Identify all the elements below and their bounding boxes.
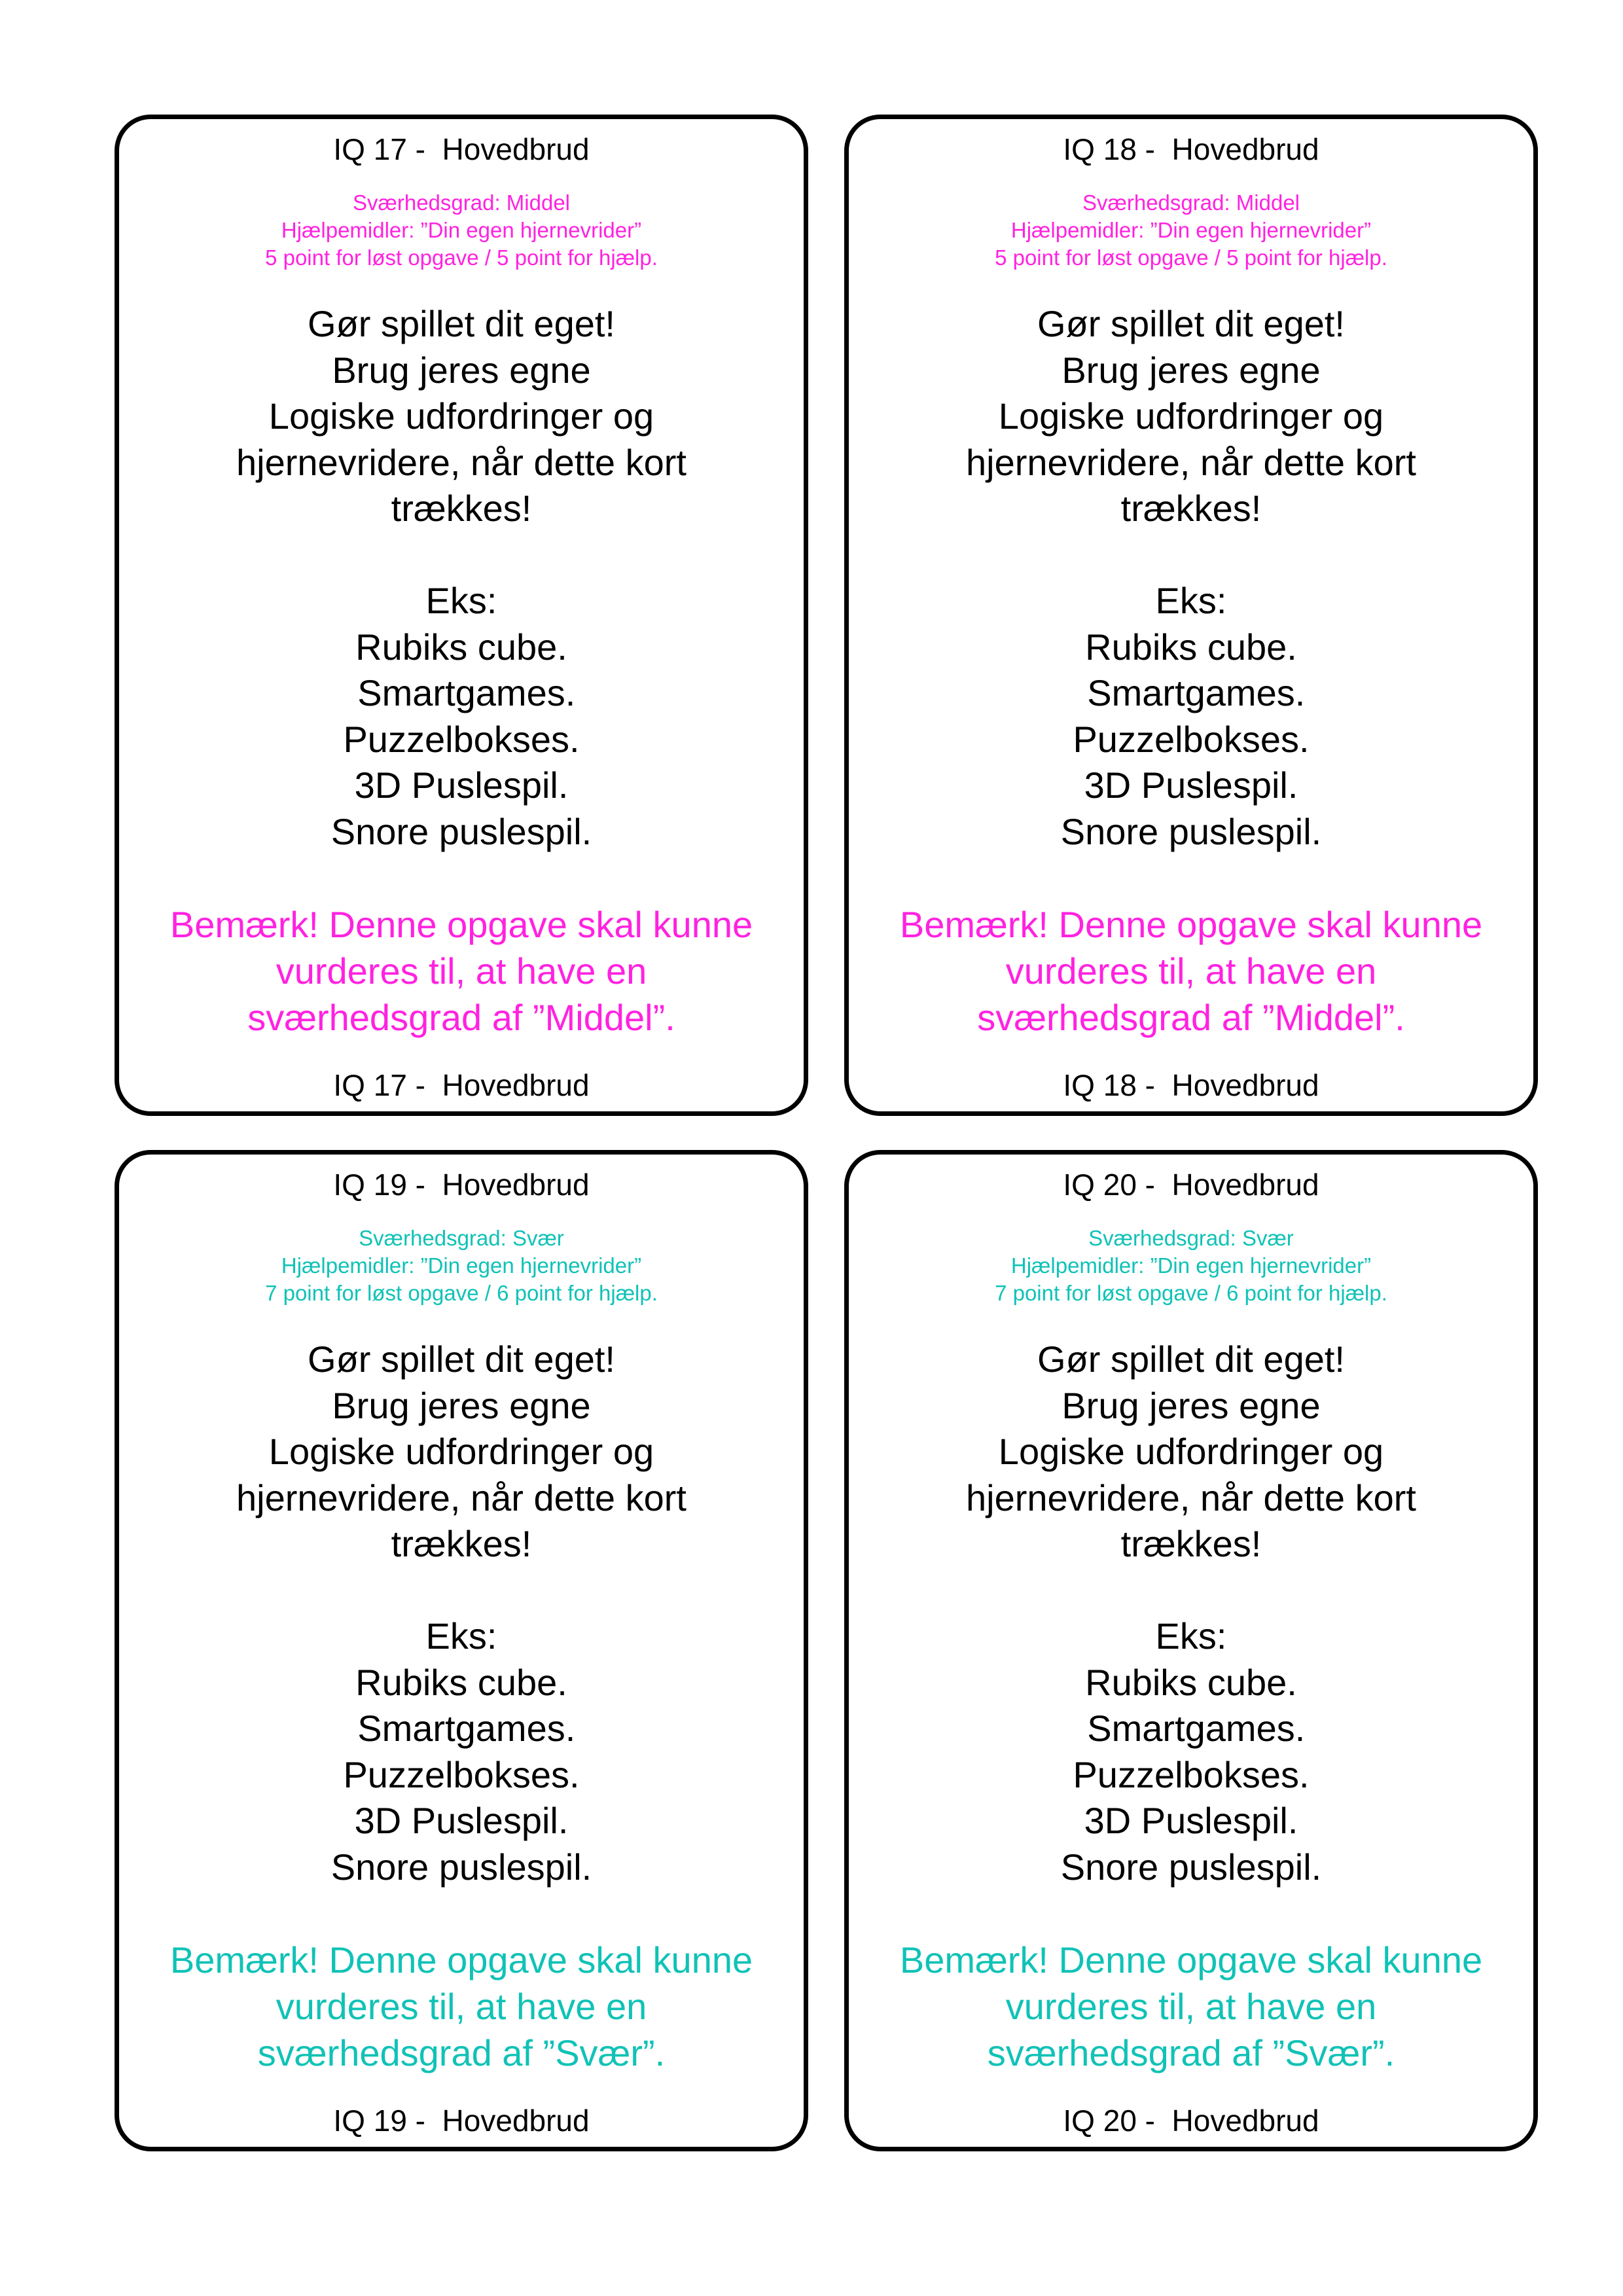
card-meta: [119, 1225, 804, 1307]
card-iq-18: [844, 115, 1538, 1116]
body-line: Snore puslespil.: [330, 810, 592, 852]
body-line: Puzzelbokses.: [343, 1753, 580, 1795]
body-line: Gør spillet dit eget!: [308, 1338, 615, 1380]
note-line: Bemærk! Denne opgave skal kunne: [169, 1939, 753, 1981]
body-line: hjernevridere, når dette kort: [966, 441, 1416, 483]
body-line: Eks:: [1155, 1615, 1227, 1657]
points-text: 5 point for løst opgave / 5 point for hjælp.: [995, 245, 1387, 270]
body-line: Logiske udfordringer og: [998, 1431, 1384, 1472]
body-line: Rubiks cube.: [355, 626, 567, 668]
body-line: [849, 532, 1533, 579]
body-line: [119, 532, 804, 579]
body-line: hjernevridere, når dette kort: [966, 1477, 1416, 1518]
points-text: 7 point for løst opgave / 6 point for hjælp.: [265, 1281, 658, 1305]
card-title: IQ 20 - Hovedbrud: [1063, 1168, 1319, 1202]
aids-text: Hjælpemidler: ”Din egen hjernevrider”: [281, 1253, 642, 1278]
aids-text: Hjælpemidler: ”Din egen hjernevrider”: [1010, 218, 1372, 242]
body-line: trækkes!: [391, 1523, 532, 1564]
body-line: Logiske udfordringer og: [268, 1431, 654, 1472]
note-line: vurderes til, at have en: [1005, 1986, 1377, 2027]
note-line: sværhedsgrad af ”Middel”.: [977, 997, 1405, 1038]
body-line: trækkes!: [1120, 488, 1262, 529]
body-line: 3D Puslespil.: [1084, 1800, 1298, 1841]
note-line: sværhedsgrad af ”Middel”.: [247, 997, 675, 1038]
body-line: Logiske udfordringer og: [268, 395, 654, 437]
card-note: [119, 1937, 804, 2076]
card-meta: [849, 1225, 1533, 1307]
body-line: Puzzelbokses.: [343, 718, 580, 760]
aids-text: Hjælpemidler: ”Din egen hjernevrider”: [281, 218, 642, 242]
card-meta: [119, 189, 804, 272]
body-line: Puzzelbokses.: [1073, 718, 1310, 760]
body-line: Gør spillet dit eget!: [1037, 303, 1345, 344]
body-line: 3D Puslespil.: [1084, 764, 1298, 806]
card-note: [849, 901, 1533, 1041]
body-line: [119, 1568, 804, 1614]
card-footer: IQ 18 - Hovedbrud: [1063, 1068, 1319, 1102]
card-body: [849, 301, 1533, 855]
body-line: Rubiks cube.: [355, 1661, 567, 1703]
card-iq-19: [115, 1150, 808, 2151]
body-line: Eks:: [425, 580, 497, 621]
body-line: Eks:: [425, 1615, 497, 1657]
difficulty-text: Sværhedsgrad: Svær: [359, 1226, 564, 1250]
card-iq-20: [844, 1150, 1538, 2151]
note-line: vurderes til, at have en: [276, 1986, 647, 2027]
card-title: IQ 17 - Hovedbrud: [333, 132, 590, 166]
body-line: Brug jeres egne: [332, 1384, 591, 1426]
card-body: [849, 1336, 1533, 1890]
note-line: sværhedsgrad af ”Svær”.: [987, 2032, 1395, 2073]
body-line: Rubiks cube.: [1085, 1661, 1297, 1703]
body-line: Snore puslespil.: [1060, 1846, 1322, 1888]
body-line: Smartgames.: [347, 672, 576, 713]
body-line: Logiske udfordringer og: [998, 395, 1384, 437]
body-line: Brug jeres egne: [332, 349, 591, 391]
body-line: Gør spillet dit eget!: [308, 303, 615, 344]
body-line: Snore puslespil.: [330, 1846, 592, 1888]
note-line: Bemærk! Denne opgave skal kunne: [169, 904, 753, 945]
note-line: sværhedsgrad af ”Svær”.: [257, 2032, 666, 2073]
body-line: Brug jeres egne: [1061, 349, 1321, 391]
body-line: Smartgames.: [1077, 672, 1306, 713]
body-line: Gør spillet dit eget!: [1037, 1338, 1345, 1380]
body-line: trækkes!: [391, 488, 532, 529]
body-line: Brug jeres egne: [1061, 1384, 1321, 1426]
card-footer: IQ 17 - Hovedbrud: [333, 1068, 590, 1102]
body-line: Snore puslespil.: [1060, 810, 1322, 852]
card-note: [119, 901, 804, 1041]
card-iq-17: [115, 115, 808, 1116]
card-body: [119, 1336, 804, 1890]
body-line: 3D Puslespil.: [354, 764, 569, 806]
note-line: Bemærk! Denne opgave skal kunne: [899, 1939, 1483, 1981]
note-line: vurderes til, at have en: [1005, 950, 1377, 992]
body-line: hjernevridere, når dette kort: [236, 441, 687, 483]
body-line: 3D Puslespil.: [354, 1800, 569, 1841]
body-line: Puzzelbokses.: [1073, 1753, 1310, 1795]
card-footer: IQ 20 - Hovedbrud: [1063, 2104, 1319, 2138]
card-title: IQ 19 - Hovedbrud: [333, 1168, 590, 1202]
body-line: hjernevridere, når dette kort: [236, 1477, 687, 1518]
body-line: Rubiks cube.: [1085, 626, 1297, 668]
card-title: IQ 18 - Hovedbrud: [1063, 132, 1319, 166]
difficulty-text: Sværhedsgrad: Middel: [353, 190, 570, 215]
body-line: trækkes!: [1120, 1523, 1262, 1564]
difficulty-text: Sværhedsgrad: Svær: [1088, 1226, 1294, 1250]
body-line: Smartgames.: [1077, 1708, 1306, 1749]
card-note: [849, 1937, 1533, 2076]
note-line: vurderes til, at have en: [276, 950, 647, 992]
points-text: 5 point for løst opgave / 5 point for hjælp.: [265, 245, 658, 270]
card-footer: IQ 19 - Hovedbrud: [333, 2104, 590, 2138]
note-line: Bemærk! Denne opgave skal kunne: [899, 904, 1483, 945]
difficulty-text: Sværhedsgrad: Middel: [1082, 190, 1300, 215]
card-body: [119, 301, 804, 855]
body-line: Eks:: [1155, 580, 1227, 621]
body-line: Smartgames.: [347, 1708, 576, 1749]
points-text: 7 point for løst opgave / 6 point for hjælp.: [995, 1281, 1387, 1305]
aids-text: Hjælpemidler: ”Din egen hjernevrider”: [1010, 1253, 1372, 1278]
card-meta: [849, 189, 1533, 272]
body-line: [849, 1568, 1533, 1614]
